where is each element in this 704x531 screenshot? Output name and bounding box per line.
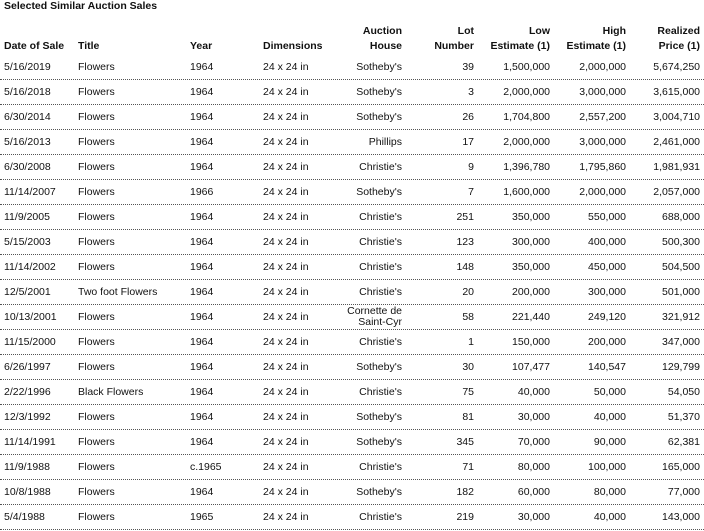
cell-realized-price: 5,674,250	[653, 61, 700, 73]
cell-lot-number: 71	[462, 461, 474, 473]
table-row	[0, 305, 704, 330]
cell-auction-house: Christie's	[359, 511, 402, 523]
cell-high-estimate: 450,000	[588, 261, 626, 273]
cell-lot-number: 148	[456, 261, 474, 273]
table-row	[0, 155, 704, 180]
cell-auction-house: Sotheby's	[356, 61, 402, 73]
column-header-line: Price (1)	[658, 40, 700, 52]
cell-high-estimate: 40,000	[593, 511, 626, 523]
cell-auction-house: Christie's	[359, 211, 402, 223]
cell-title: Flowers	[78, 461, 115, 473]
table-row	[0, 505, 704, 530]
table-row	[0, 330, 704, 355]
table-row	[0, 130, 704, 155]
cell-title: Flowers	[78, 511, 115, 523]
cell-dimensions: 24 x 24 in	[263, 61, 309, 73]
cell-lot-number: 219	[456, 511, 474, 523]
table-row	[0, 280, 704, 305]
cell-realized-price: 501,000	[662, 286, 700, 298]
cell-low-estimate: 1,600,000	[503, 186, 550, 198]
cell-auction-house: Sotheby's	[356, 186, 402, 198]
cell-auction-house: Sotheby's	[356, 361, 402, 373]
auction-sales-table	[0, 24, 704, 530]
column-header-line: Realized	[657, 25, 700, 37]
table-row	[0, 355, 704, 380]
cell-date-of-sale: 11/14/2007	[4, 186, 56, 198]
cell-low-estimate: 60,000	[517, 486, 550, 498]
cell-lot-number: 123	[456, 236, 474, 248]
cell-lot-number: 345	[456, 436, 474, 448]
cell-date-of-sale: 5/16/2018	[4, 86, 51, 98]
cell-high-estimate: 80,000	[593, 486, 626, 498]
cell-lot-number: 3	[468, 86, 474, 98]
cell-date-of-sale: 11/14/2002	[4, 261, 56, 273]
cell-title: Flowers	[78, 261, 115, 273]
cell-realized-price: 1,981,931	[653, 161, 700, 173]
cell-dimensions: 24 x 24 in	[263, 311, 309, 323]
cell-title: Flowers	[78, 136, 115, 148]
cell-dimensions: 24 x 24 in	[263, 86, 309, 98]
table-row	[0, 255, 704, 280]
column-header-low-estimate	[474, 24, 550, 55]
cell-high-estimate: 90,000	[593, 436, 626, 448]
cell-year: 1964	[190, 136, 214, 148]
cell-lot-number: 30	[462, 361, 474, 373]
cell-dimensions: 24 x 24 in	[263, 461, 309, 473]
cell-title: Flowers	[78, 311, 115, 323]
cell-title: Flowers	[78, 486, 115, 498]
cell-realized-price: 77,000	[667, 486, 700, 498]
cell-realized-price: 2,057,000	[653, 186, 700, 198]
cell-high-estimate: 400,000	[588, 236, 626, 248]
table-header	[0, 24, 704, 55]
column-header-line	[263, 24, 330, 39]
table-row	[0, 380, 704, 405]
column-header-date-of-sale	[0, 24, 78, 55]
cell-title: Flowers	[78, 61, 115, 73]
cell-high-estimate: 50,000	[593, 386, 626, 398]
cell-high-estimate: 140,547	[588, 361, 626, 373]
cell-auction-house: Sotheby's	[356, 86, 402, 98]
table-row	[0, 455, 704, 480]
cell-auction-house: Sotheby's	[356, 486, 402, 498]
cell-realized-price: 143,000	[662, 511, 700, 523]
table-row	[0, 105, 704, 130]
cell-title: Flowers	[78, 436, 115, 448]
column-header-lot-number	[402, 24, 474, 55]
cell-auction-house: Sotheby's	[356, 111, 402, 123]
cell-date-of-sale: 10/13/2001	[4, 311, 57, 323]
cell-auction-house: Sotheby's	[356, 411, 402, 423]
cell-title: Flowers	[78, 111, 115, 123]
column-header-line: House	[369, 40, 402, 52]
cell-lot-number: 9	[468, 161, 474, 173]
column-header-high-estimate	[550, 24, 626, 55]
column-header-line: High	[602, 25, 626, 37]
cell-dimensions: 24 x 24 in	[263, 111, 309, 123]
cell-title: Flowers	[78, 211, 115, 223]
cell-auction-house: Christie's	[359, 161, 402, 173]
cell-realized-price: 688,000	[662, 211, 700, 223]
cell-realized-price: 504,500	[662, 261, 700, 273]
cell-auction-house: Christie's	[359, 461, 402, 473]
cell-low-estimate: 1,704,800	[503, 111, 550, 123]
column-header-auction-house	[330, 24, 402, 55]
cell-lot-number: 58	[462, 311, 474, 323]
cell-dimensions: 24 x 24 in	[263, 386, 309, 398]
cell-low-estimate: 1,396,780	[503, 161, 550, 173]
cell-high-estimate: 550,000	[588, 211, 626, 223]
cell-dimensions: 24 x 24 in	[263, 261, 309, 273]
cell-date-of-sale: 12/5/2001	[4, 286, 51, 298]
cell-title: Flowers	[78, 186, 115, 198]
column-header-line: Low	[529, 25, 550, 37]
table-row	[0, 180, 704, 205]
cell-low-estimate: 150,000	[512, 336, 550, 348]
cell-title: Black Flowers	[78, 386, 144, 398]
cell-title: Flowers	[78, 86, 115, 98]
column-header-year	[190, 24, 263, 55]
cell-auction-house: Christie's	[359, 386, 402, 398]
column-header-line: Lot	[457, 25, 474, 37]
cell-dimensions: 24 x 24 in	[263, 136, 309, 148]
cell-high-estimate: 300,000	[588, 286, 626, 298]
table-row	[0, 80, 704, 105]
section-title: Selected Similar Auction Sales	[4, 0, 158, 12]
cell-dimensions: 24 x 24 in	[263, 186, 309, 198]
cell-lot-number: 26	[462, 111, 474, 123]
cell-high-estimate: 3,000,000	[579, 86, 626, 98]
cell-low-estimate: 300,000	[512, 236, 550, 248]
column-header-line: Dimensions	[263, 40, 323, 52]
column-header-line: Title	[78, 40, 100, 52]
table-row	[0, 230, 704, 255]
cell-title: Flowers	[78, 336, 115, 348]
column-header-realized-price	[626, 24, 700, 55]
cell-lot-number: 81	[462, 411, 474, 423]
cell-date-of-sale: 6/30/2008	[4, 161, 51, 173]
cell-realized-price: 321,912	[662, 311, 700, 323]
cell-lot-number: 39	[462, 61, 474, 73]
cell-year: 1964	[190, 61, 214, 73]
cell-auction-house: Phillips	[368, 136, 402, 148]
cell-dimensions: 24 x 24 in	[263, 486, 309, 498]
cell-lot-number: 17	[462, 136, 474, 148]
cell-year: 1964	[190, 311, 214, 323]
cell-low-estimate: 40,000	[517, 386, 550, 398]
cell-date-of-sale: 11/9/2005	[4, 211, 50, 223]
cell-auction-house: Christie's	[359, 261, 402, 273]
cell-date-of-sale: 11/9/1988	[4, 461, 50, 473]
cell-low-estimate: 70,000	[517, 436, 550, 448]
column-header-line: Year	[190, 40, 213, 52]
table-row	[0, 480, 704, 505]
cell-dimensions: 24 x 24 in	[263, 211, 309, 223]
cell-dimensions: 24 x 24 in	[263, 411, 309, 423]
cell-year: 1964	[190, 161, 214, 173]
cell-year: 1964	[190, 411, 214, 423]
cell-title: Flowers	[78, 161, 115, 173]
cell-title: Flowers	[78, 361, 115, 373]
cell-title: Two foot Flowers	[78, 286, 158, 298]
cell-high-estimate: 2,557,200	[579, 111, 626, 123]
cell-date-of-sale: 5/15/2003	[4, 236, 51, 248]
cell-high-estimate: 40,000	[593, 411, 626, 423]
cell-date-of-sale: 6/30/2014	[4, 111, 51, 123]
cell-date-of-sale: 5/16/2019	[4, 61, 51, 73]
cell-high-estimate: 200,000	[588, 336, 626, 348]
cell-high-estimate: 100,000	[588, 461, 626, 473]
column-header-dimensions	[263, 24, 330, 55]
column-header-line	[78, 24, 190, 39]
cell-date-of-sale: 11/15/2000	[4, 336, 56, 348]
cell-realized-price: 347,000	[662, 336, 700, 348]
cell-date-of-sale: 10/8/1988	[4, 486, 51, 498]
cell-high-estimate: 3,000,000	[579, 136, 626, 148]
column-header-line: Estimate (1)	[490, 40, 550, 52]
cell-year: 1964	[190, 236, 214, 248]
cell-low-estimate: 2,000,000	[503, 86, 550, 98]
cell-year: 1966	[190, 186, 214, 198]
cell-date-of-sale: 11/14/1991	[4, 436, 56, 448]
cell-high-estimate: 2,000,000	[579, 186, 626, 198]
cell-dimensions: 24 x 24 in	[263, 336, 309, 348]
cell-low-estimate: 107,477	[512, 361, 550, 373]
cell-low-estimate: 350,000	[512, 211, 550, 223]
cell-auction-house: Cornette de Saint-Cyr	[347, 305, 402, 328]
cell-year: 1964	[190, 486, 214, 498]
table-body	[0, 55, 704, 530]
cell-dimensions: 24 x 24 in	[263, 161, 309, 173]
table-row	[0, 55, 704, 80]
cell-dimensions: 24 x 24 in	[263, 511, 309, 523]
cell-year: 1964	[190, 261, 214, 273]
cell-low-estimate: 2,000,000	[503, 136, 550, 148]
cell-low-estimate: 80,000	[517, 461, 550, 473]
cell-realized-price: 3,615,000	[653, 86, 700, 98]
cell-dimensions: 24 x 24 in	[263, 236, 309, 248]
cell-low-estimate: 200,000	[512, 286, 550, 298]
cell-year: 1964	[190, 111, 214, 123]
column-header-line	[4, 24, 78, 39]
column-header-line: Number	[434, 40, 474, 52]
cell-dimensions: 24 x 24 in	[263, 361, 309, 373]
cell-date-of-sale: 12/3/1992	[4, 411, 51, 423]
cell-realized-price: 500,300	[662, 236, 700, 248]
cell-auction-house: Christie's	[359, 236, 402, 248]
cell-low-estimate: 1,500,000	[503, 61, 550, 73]
column-header-line: Auction	[362, 25, 402, 37]
cell-realized-price: 62,381	[667, 436, 700, 448]
cell-realized-price: 54,050	[667, 386, 700, 398]
cell-date-of-sale: 6/26/1997	[4, 361, 51, 373]
cell-lot-number: 75	[462, 386, 474, 398]
cell-year: 1964	[190, 336, 214, 348]
cell-lot-number: 182	[456, 486, 474, 498]
cell-year: 1964	[190, 361, 214, 373]
cell-title: Flowers	[78, 411, 115, 423]
cell-low-estimate: 221,440	[512, 311, 550, 323]
cell-realized-price: 129,799	[662, 361, 700, 373]
cell-lot-number: 7	[468, 186, 474, 198]
cell-realized-price: 3,004,710	[653, 111, 700, 123]
cell-realized-price: 51,370	[667, 411, 700, 423]
cell-date-of-sale: 5/4/1988	[4, 511, 45, 523]
cell-auction-house: Christie's	[359, 286, 402, 298]
cell-high-estimate: 1,795,860	[579, 161, 626, 173]
cell-lot-number: 1	[468, 336, 474, 348]
cell-low-estimate: 350,000	[512, 261, 550, 273]
cell-realized-price: 165,000	[662, 461, 700, 473]
table-row	[0, 430, 704, 455]
table-row	[0, 405, 704, 430]
cell-year: 1964	[190, 86, 214, 98]
column-header-line	[190, 24, 263, 39]
cell-high-estimate: 2,000,000	[579, 61, 626, 73]
cell-low-estimate: 30,000	[517, 411, 550, 423]
cell-year: 1964	[190, 211, 214, 223]
cell-high-estimate: 249,120	[588, 311, 626, 323]
column-header-line: Estimate (1)	[566, 40, 626, 52]
cell-auction-house: Christie's	[359, 336, 402, 348]
column-header-title	[78, 24, 190, 55]
cell-dimensions: 24 x 24 in	[263, 286, 309, 298]
cell-lot-number: 251	[456, 211, 474, 223]
cell-date-of-sale: 5/16/2013	[4, 136, 51, 148]
cell-year: 1965	[190, 511, 214, 523]
cell-year: 1964	[190, 436, 214, 448]
cell-date-of-sale: 2/22/1996	[4, 386, 51, 398]
cell-lot-number: 20	[462, 286, 474, 298]
cell-auction-house: Sotheby's	[356, 436, 402, 448]
table-row	[0, 205, 704, 230]
cell-year: c.1965	[190, 461, 222, 473]
cell-year: 1964	[190, 386, 214, 398]
cell-low-estimate: 30,000	[517, 511, 550, 523]
cell-dimensions: 24 x 24 in	[263, 436, 309, 448]
cell-year: 1964	[190, 286, 214, 298]
cell-realized-price: 2,461,000	[653, 136, 700, 148]
cell-title: Flowers	[78, 236, 115, 248]
column-header-line: Date of Sale	[4, 40, 65, 52]
